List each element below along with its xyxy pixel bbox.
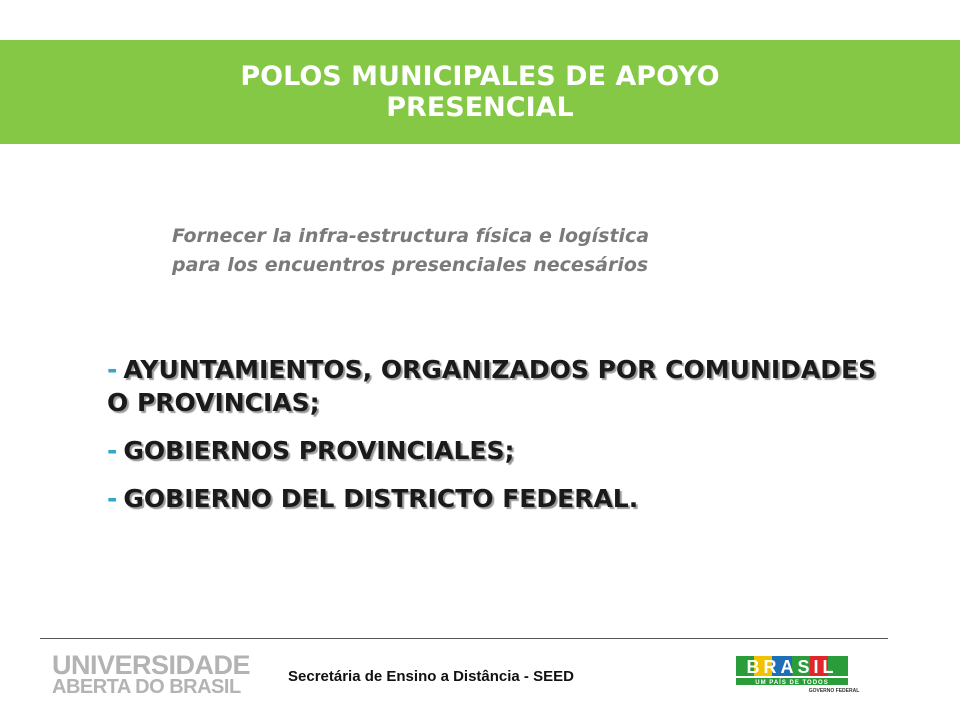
brasil-government-logo [734,654,860,694]
bullet-text: AYUNTAMIENTOS, ORGANIZADOS POR COMUNIDADES O PROVINCIAS; [107,355,877,417]
slide-title: POLOS MUNICIPALES DE APOYO PRESENCIAL [240,61,720,123]
title-band [0,40,960,144]
subtitle-line-2: para los encuentros presenciales necesários [172,254,649,276]
footer-caption: Secretária de Ensino a Distância - SEED [288,668,574,685]
bullet-dash: - [107,484,118,513]
brasil-logo-tagline: UM PAÍS DE TODOS [755,680,829,686]
universidade-aberta-logo [52,650,252,698]
brasil-logo-subtext: GOVERNO FEDERAL [808,688,860,694]
uab-logo-line-2: ABERTA DO BRASIL [52,676,241,698]
bullet-item [107,434,887,467]
uab-logo-line-1: UNIVERSIDADE [52,650,251,680]
brasil-logo-word: BRASIL [746,657,838,677]
subtitle-line-1: Fornecer la infra-estructura física e logística [172,225,650,247]
bullet-list [107,353,887,530]
footer-divider [40,638,888,639]
bullet-text: GOBIERNOS PROVINCIALES; [123,436,515,465]
slide-subtitle [172,222,812,280]
bullet-item [107,353,887,419]
bullet-dash: - [107,355,118,384]
bullet-dash: - [107,436,118,465]
bullet-item [107,482,887,515]
bullet-text: GOBIERNO DEL DISTRICTO FEDERAL. [123,484,639,513]
